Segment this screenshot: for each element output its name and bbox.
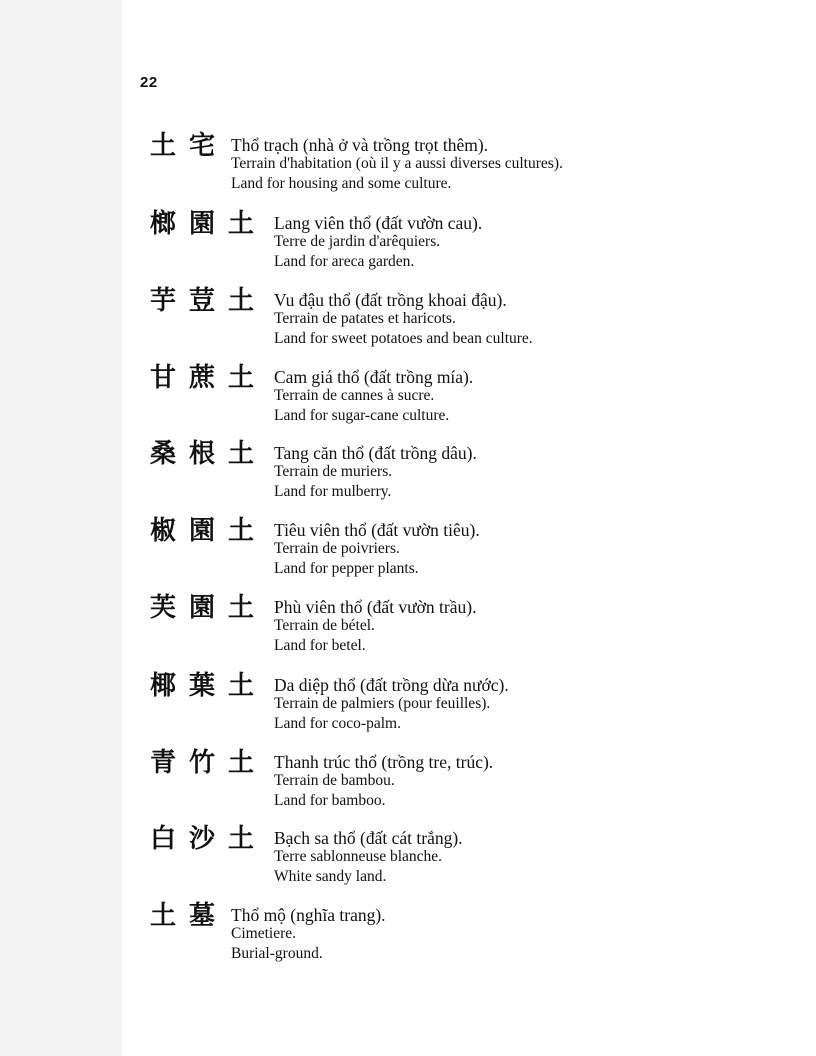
chinese-characters bbox=[150, 518, 267, 544]
chinese-character: 椰 bbox=[150, 671, 177, 701]
chinese-character: 土 bbox=[228, 439, 255, 469]
chinese-character: 葉 bbox=[189, 671, 216, 701]
entry-text bbox=[274, 752, 493, 811]
entry-text bbox=[231, 135, 563, 194]
chinese-character: 根 bbox=[189, 439, 216, 469]
chinese-character: 芙 bbox=[150, 593, 177, 623]
chinese-character: 土 bbox=[228, 824, 255, 854]
french-translation: Terre sablonneuse blanche. bbox=[274, 848, 443, 865]
chinese-character: 甘 bbox=[150, 363, 177, 393]
french-translation: Terrain de muriers. bbox=[274, 463, 393, 480]
english-translation: Land for betel. bbox=[274, 637, 366, 654]
chinese-character: 土 bbox=[228, 516, 255, 546]
chinese-characters bbox=[150, 826, 267, 852]
french-translation: Terrain de cannes à sucre. bbox=[274, 387, 435, 404]
english-translation: Land for sugar-cane culture. bbox=[274, 407, 450, 424]
french-translation: Terrain de palmiers (pour feuilles). bbox=[274, 695, 491, 712]
chinese-character: 土 bbox=[228, 671, 255, 701]
english-translation: Land for bamboo. bbox=[274, 792, 386, 809]
chinese-character: 土 bbox=[150, 131, 177, 161]
chinese-character: 榔 bbox=[150, 209, 177, 239]
chinese-characters bbox=[150, 133, 228, 159]
english-translation: Land for coco-palm. bbox=[274, 715, 401, 732]
chinese-character: 竹 bbox=[189, 748, 216, 778]
chinese-character: 墓 bbox=[189, 901, 216, 931]
chinese-character: 土 bbox=[228, 286, 255, 316]
english-translation: Burial-ground. bbox=[231, 945, 323, 962]
vietnamese-term: Thổ mộ (nghĩa trang). bbox=[231, 905, 386, 925]
vietnamese-term: Tang căn thổ (đất trồng dâu). bbox=[274, 443, 477, 463]
english-translation: Land for mulberry. bbox=[274, 483, 392, 500]
vietnamese-term: Vu đậu thổ (đất trồng khoai đậu). bbox=[274, 290, 507, 310]
entry-text bbox=[274, 828, 463, 887]
french-translation: Terrain de patates et haricots. bbox=[274, 310, 456, 327]
chinese-character: 園 bbox=[189, 209, 216, 239]
french-translation: Terre de jardin d'arêquiers. bbox=[274, 233, 441, 250]
chinese-character: 土 bbox=[228, 209, 255, 239]
chinese-characters bbox=[150, 903, 228, 929]
chinese-characters bbox=[150, 750, 267, 776]
entry-text bbox=[231, 905, 386, 964]
english-translation: White sandy land. bbox=[274, 868, 387, 885]
chinese-character: 園 bbox=[189, 516, 216, 546]
entry-text bbox=[274, 520, 480, 579]
chinese-character: 蔗 bbox=[189, 363, 216, 393]
page-number: 22 bbox=[140, 74, 158, 91]
chinese-character: 桑 bbox=[150, 439, 177, 469]
vietnamese-term: Phù viên thổ (đất vườn trầu). bbox=[274, 597, 477, 617]
vietnamese-term: Da diệp thổ (đất trồng dừa nước). bbox=[274, 675, 509, 695]
chinese-characters bbox=[150, 441, 267, 467]
english-translation: Land for housing and some culture. bbox=[231, 175, 452, 192]
chinese-character: 芋 bbox=[150, 286, 177, 316]
french-translation: Terrain de bétel. bbox=[274, 617, 375, 634]
chinese-character: 土 bbox=[228, 748, 255, 778]
chinese-characters bbox=[150, 673, 267, 699]
chinese-character: 椒 bbox=[150, 516, 177, 546]
english-translation: Land for sweet potatoes and bean culture. bbox=[274, 330, 533, 347]
english-translation: Land for areca garden. bbox=[274, 253, 415, 270]
vietnamese-term: Bạch sa thổ (đất cát trắng). bbox=[274, 828, 463, 848]
chinese-character: 土 bbox=[228, 593, 255, 623]
english-translation: Land for pepper plants. bbox=[274, 560, 419, 577]
entry-text bbox=[274, 443, 477, 502]
chinese-character: 荳 bbox=[189, 286, 216, 316]
entry-text bbox=[274, 675, 509, 734]
chinese-character: 園 bbox=[189, 593, 216, 623]
vietnamese-term: Thổ trạch (nhà ở và trồng trọt thêm). bbox=[231, 135, 489, 155]
chinese-characters bbox=[150, 211, 267, 237]
chinese-characters bbox=[150, 365, 267, 391]
chinese-character: 土 bbox=[228, 363, 255, 393]
chinese-characters bbox=[150, 288, 267, 314]
chinese-character: 土 bbox=[150, 901, 177, 931]
vietnamese-term: Thanh trúc thổ (trồng tre, trúc). bbox=[274, 752, 494, 772]
vietnamese-term: Cam giá thổ (đất trồng mía). bbox=[274, 367, 474, 387]
french-translation: Terrain de poivriers. bbox=[274, 540, 400, 557]
chinese-characters bbox=[150, 595, 267, 621]
entry-text bbox=[274, 597, 476, 656]
chinese-character: 沙 bbox=[189, 824, 216, 854]
entry-text bbox=[274, 213, 482, 272]
chinese-character: 宅 bbox=[189, 131, 216, 161]
french-translation: Terrain de bambou. bbox=[274, 772, 395, 789]
chinese-character: 白 bbox=[150, 824, 177, 854]
vietnamese-term: Tiêu viên thổ (đất vườn tiêu). bbox=[274, 520, 480, 540]
chinese-character: 青 bbox=[150, 748, 177, 778]
left-margin-shade bbox=[0, 0, 122, 1056]
entry-text bbox=[274, 367, 473, 426]
vietnamese-term: Lang viên thổ (đất vườn cau). bbox=[274, 213, 483, 233]
entry-text bbox=[274, 290, 533, 349]
french-translation: Terrain d'habitation (où il y a aussi diverses cultures). bbox=[231, 155, 563, 172]
french-translation: Cimetiere. bbox=[231, 925, 296, 942]
